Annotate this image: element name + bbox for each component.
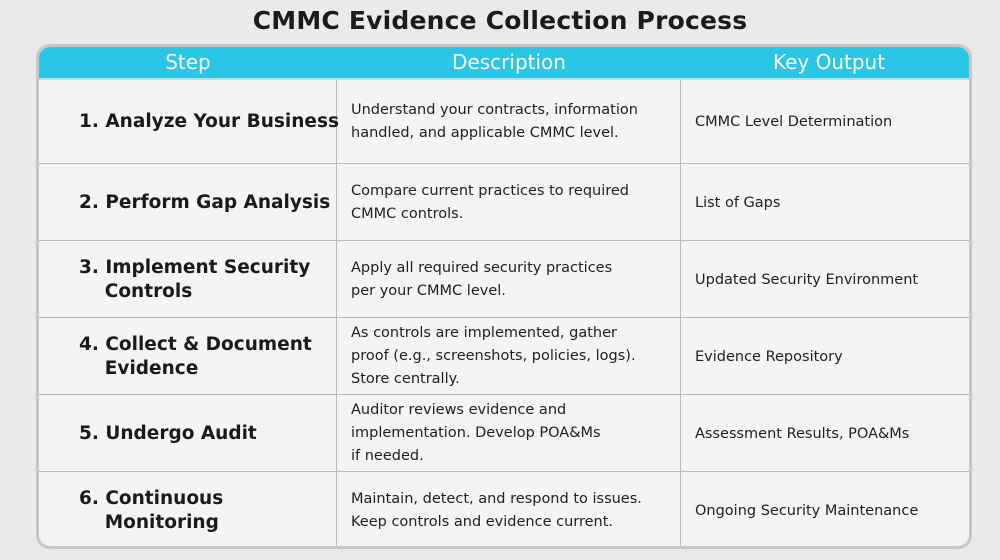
process-table	[36, 44, 972, 549]
table-row	[39, 317, 972, 395]
description-cell: Maintain, detect, and respond to issues. Keep controls and evidence current.	[351, 491, 642, 530]
output-cell: Evidence Repository	[695, 348, 843, 365]
step-cell: 3. Implement Security Controls	[79, 256, 311, 302]
description-cell: Auditor reviews evidence and implementation. Develop POA&Ms if needed.	[351, 402, 601, 464]
table-row	[39, 163, 972, 241]
table-row	[39, 80, 972, 163]
output-cell: List of Gaps	[695, 194, 781, 211]
output-cell: Ongoing Security Maintenance	[695, 503, 919, 519]
description-cell: As controls are implemented, gather proof (e.g., screenshots, policies, logs). Store centrally.	[351, 325, 636, 387]
description-cell: Apply all required security practices per your CMMC level.	[351, 259, 613, 299]
header-step: Step	[165, 50, 211, 74]
header-key-output: Key Output	[772, 50, 886, 74]
step-cell: 5. Undergo Audit	[79, 422, 257, 444]
output-cell: Updated Security Environment	[695, 271, 919, 288]
step-cell: 4. Collect & Document Evidence	[79, 333, 312, 379]
output-cell: CMMC Level Determination	[695, 113, 893, 130]
step-cell: 2. Perform Gap Analysis	[79, 191, 331, 213]
page-title: CMMC Evidence Collection Process	[252, 6, 748, 35]
description-cell: Understand your contracts, information handled, and applicable CMMC level.	[351, 101, 638, 141]
step-cell: 1. Analyze Your Business	[79, 110, 339, 132]
table-header	[39, 47, 972, 80]
step-cell: 6. Continuous Monitoring	[79, 488, 224, 533]
table-row	[39, 471, 972, 549]
description-cell: Compare current practices to required CMMC controls.	[351, 182, 630, 222]
table-row	[39, 240, 972, 318]
header-description: Description	[452, 50, 566, 74]
output-cell: Assessment Results, POA&Ms	[695, 425, 910, 442]
table-row	[39, 394, 972, 472]
